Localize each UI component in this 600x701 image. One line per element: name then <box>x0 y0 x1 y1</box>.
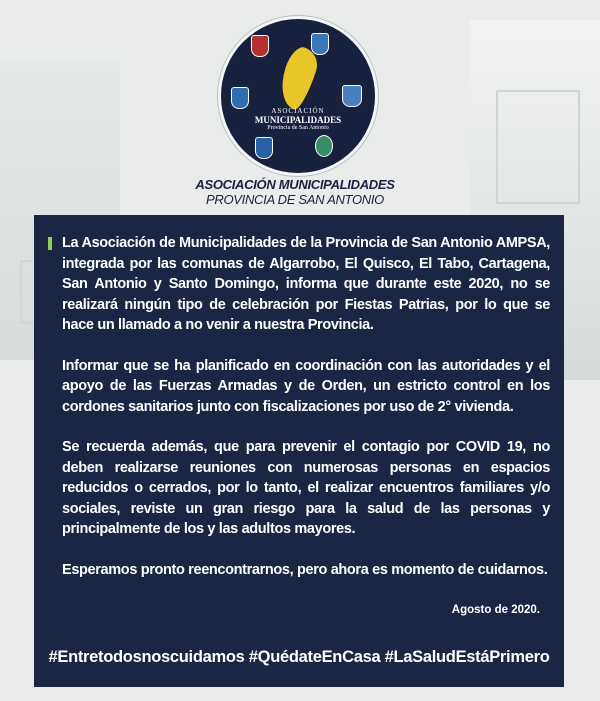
logo-line-2: MUNICIPALIDADES <box>254 115 342 125</box>
accent-bar <box>48 237 52 250</box>
statement-panel <box>34 215 564 687</box>
statement-paragraph: La Asociación de Municipalidades de la Provincia de San Antonio AMPSA, integrada por las comunas de Algarrobo, El Quisco, El Tabo, Cartagena, San Antonio y Santo Domingo, informa que durante este 2020, no se realizará ningún tipo de celebración por Fiestas Patrias, por lo que se hace un llamado a no venir a nuestra Provincia. <box>62 235 550 333</box>
association-logo <box>218 16 378 176</box>
statement-date: Agosto de 2020. <box>451 604 540 616</box>
association-title <box>150 177 440 207</box>
municipal-crest-icon <box>255 137 273 159</box>
municipal-crest-icon <box>315 135 333 157</box>
statement-paragraph: Esperamos pronto reencontrarnos, pero ahora es momento de cuidarnos. <box>62 561 548 578</box>
municipal-crest-icon <box>311 33 329 55</box>
municipal-crest-icon <box>231 87 249 109</box>
municipal-crest-icon <box>251 35 269 57</box>
statement-paragraph: Informar que se ha planificado en coordinación con las autoridades y el apoyo de las Fuerzas Armadas y de Orden, un estricto control en los cordones sanitarios junto con fiscalizaciones por uso de 2° vivienda. <box>62 357 550 415</box>
association-title-line-2: PROVINCIA DE SAN ANTONIO <box>206 192 384 207</box>
logo-line-3: Provincia de San Antonio <box>267 125 329 131</box>
association-title-line-1: ASOCIACIÓN MUNICIPALIDADES <box>195 177 395 192</box>
logo-line-1: ASOCIACIÓN <box>271 107 325 115</box>
hashtags: #Entretodosnoscuidamos #QuédateEnCasa #LaSaludEstáPrimero <box>48 648 550 666</box>
background-window <box>496 90 580 204</box>
statement-body <box>62 233 550 600</box>
statement-paragraph: Se recuerda además, que para prevenir el contagio por COVID 19, no deben realizarse reuniones con numerosas personas en espacios reducidos o cerrados, por lo tanto, el realizar encuentros familiares y/o sociales, reviste un gran riesgo para la salud de las personas y principalmente de los y las adultos mayores. <box>62 439 550 537</box>
municipal-crest-icon <box>342 85 362 107</box>
logo-text <box>241 107 355 131</box>
